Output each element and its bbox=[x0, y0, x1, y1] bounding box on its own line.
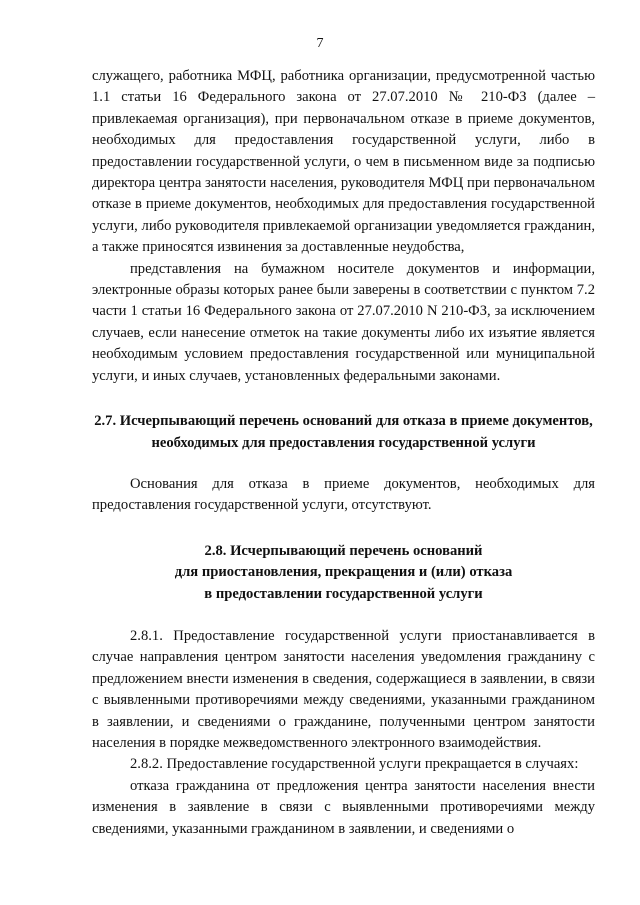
section-2-8-heading-line-2: для приостановления, прекращения и (или) отказа bbox=[174, 564, 513, 581]
paragraph-continuation: служащего, работника МФЦ, работника организации, предусмотренной частью 1.1 статьи 16 Федерального закона от 27.07.2010 № 210-ФЗ (далее – привлекаемая организация), при первоначальном отказе в приеме документов, необходимых для предоставления государственной услуги, либо в предоставлении государственной услуги, о чем в письменном виде за подписью директора центра занятости населения, руководителя МФЦ при первоначальном отказе в приеме документов, необходимых для предоставления государственной услуги, либо руководителя привлекаемой организации уведомляется гражданин, а также приносятся извинения за доставленные неудобства, bbox=[92, 68, 595, 256]
paragraph-2-8-1: 2.8.1. Предоставление государственной услуги приостанавливается в случае направления центром занятости населения уведомления гражданину с предложением внести изменения в сведения, содержащиеся в заявлении, в связи с выявленными противоречиями между сведениями, указанными гражданином в заявлении, и сведениями о гражданине, полученными центром занятости населения в порядке межведомственного электронного взаимодействия. bbox=[92, 627, 595, 751]
document-body bbox=[92, 66, 595, 840]
page-number: 7 bbox=[316, 36, 324, 51]
section-2-8-heading-line-1: 2.8. Исчерпывающий перечень оснований bbox=[204, 542, 483, 559]
section-2-8-heading-line-3: в предоставлении государственной услуги bbox=[204, 585, 483, 602]
paragraph-paper-documents: представления на бумажном носителе документов и информации, электронные образы которых ранее были заверены в соответствии с пунктом 7.2 части 1 статьи 16 Федерального закона от 27.07.2010 N 210-ФЗ, за исключением случаев, если нанесение отметок на такие документы либо их изъятие является необходимым условием предоставления государственной или муниципальной услуги, и иных случаев, установленных федеральными законами. bbox=[92, 260, 595, 384]
section-2-8-heading bbox=[92, 541, 595, 605]
paragraph-refusal: отказа гражданина от предложения центра занятости населения внести изменения в заявление в связи с выявленными противоречиями между сведениями, указанными гражданином в заявлении, и сведениями о bbox=[92, 777, 595, 837]
section-2-7-heading: 2.7. Исчерпывающий перечень оснований для отказа в приеме документов, необходимых для предоставления государственной услуги bbox=[94, 413, 593, 451]
section-2-7-body: Основания для отказа в приеме документов, необходимых для предоставления государственной услуги, отсутствуют. bbox=[92, 475, 595, 514]
paragraph-2-8-2: 2.8.2. Предоставление государственной услуги прекращается в случаях: bbox=[130, 756, 579, 773]
